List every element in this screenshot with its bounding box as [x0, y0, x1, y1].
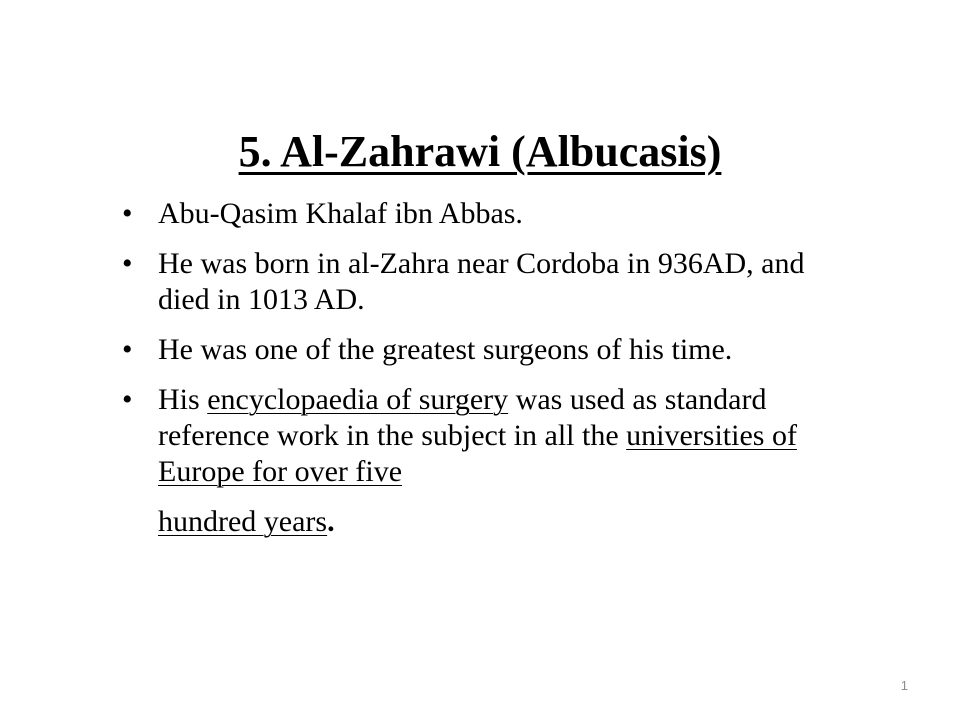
bullet-marker: • [122, 333, 133, 366]
page-number: 1 [900, 678, 908, 693]
bullet-text: He was born in al-Zahra near Cordoba in 936AD, and died in 1013 AD. [158, 247, 805, 316]
bullet-item [122, 196, 842, 232]
bullet-period: . [327, 505, 335, 538]
bullet-marker: • [122, 197, 133, 230]
underlined-phrase: hundred years [158, 505, 328, 538]
underlined-phrase: encyclopaedia of surgery [207, 383, 509, 416]
bullet-marker: • [122, 247, 133, 280]
bullet-item [122, 332, 842, 368]
bullet-marker: • [122, 383, 133, 416]
bullet-text: Abu-Qasim Khalaf ibn Abbas. [158, 197, 523, 230]
bullet-list [122, 196, 842, 554]
bullet-item [122, 382, 842, 540]
bullet-last-line [158, 504, 842, 540]
slide-title: 5. Al-Zahrawi (Albucasis) [238, 127, 722, 176]
bullet-text: He was one of the greatest surgeons of his time. [158, 333, 733, 366]
bullet-text-part: His [158, 383, 208, 416]
underlined-phrase: universities of Europe for over five [158, 419, 797, 488]
bullet-item [122, 246, 842, 318]
bullet-text-part: was used as standard reference work in the subject in all the [158, 383, 767, 452]
